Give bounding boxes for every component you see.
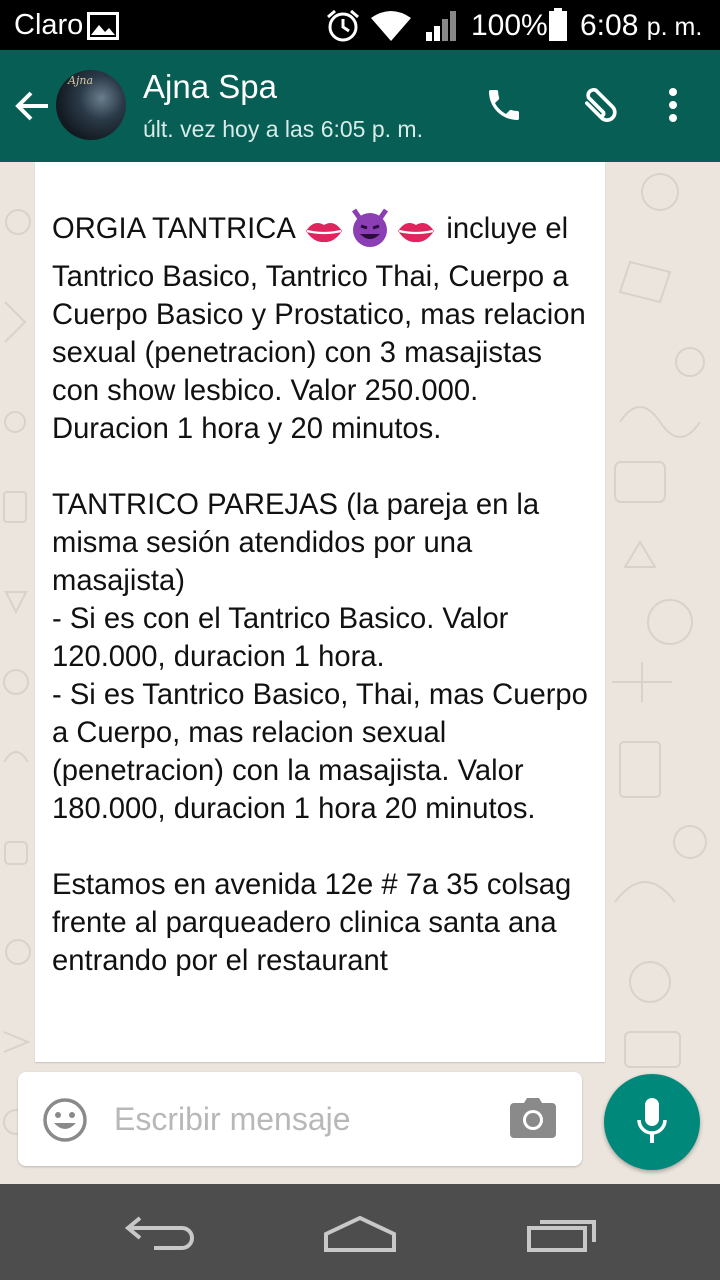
clock-suffix: p. m. xyxy=(646,13,703,41)
lips-emoji-icon xyxy=(304,216,344,254)
attach-icon[interactable] xyxy=(574,83,618,132)
status-bar xyxy=(0,0,720,50)
message-paragraph-3: Estamos en avenida 12e # 7a 35 colsag frente al parqueadero clinica santa ana entrando por el restaurant xyxy=(52,869,580,977)
message-paragraph-1: incluye el Tantrico Basico, Tantrico Thai, Cuerpo a Cuerpo Basico y Prostatico, mas relacion sexual (penetracion) con 3 masajistas con show lesbico. Valor 250.000. Duracion 1 hora y 20 minutos. xyxy=(52,213,594,445)
chat-header xyxy=(0,50,720,162)
smiling-devil-emoji-icon xyxy=(348,206,392,258)
wifi-icon xyxy=(370,10,412,47)
message-bubble[interactable] xyxy=(35,162,605,1062)
battery-percent: 100% xyxy=(471,9,548,42)
microphone-icon xyxy=(637,1098,667,1149)
signal-icon xyxy=(425,10,459,47)
chat-area[interactable] xyxy=(0,162,720,1184)
message-input[interactable]: Escribir mensaje xyxy=(114,1101,351,1137)
battery-icon xyxy=(548,8,568,47)
emoji-icon[interactable] xyxy=(42,1097,88,1148)
voice-record-button[interactable] xyxy=(604,1074,700,1170)
nav-home-icon[interactable] xyxy=(322,1214,398,1259)
contact-name[interactable]: Ajna Spa xyxy=(143,68,277,105)
contact-avatar[interactable] xyxy=(56,70,126,140)
back-arrow-icon[interactable] xyxy=(14,88,50,129)
camera-icon[interactable] xyxy=(510,1098,556,1143)
gallery-icon xyxy=(87,12,119,45)
message-composer[interactable] xyxy=(18,1072,582,1166)
nav-back-icon[interactable] xyxy=(124,1214,196,1259)
lips-emoji-icon xyxy=(396,216,436,254)
avatar-logo: Ajna xyxy=(68,74,93,87)
status-clock xyxy=(580,9,702,43)
alarm-icon xyxy=(325,8,361,49)
call-icon[interactable] xyxy=(484,85,524,130)
last-seen-status: últ. vez hoy a las 6:05 p. m. xyxy=(143,116,423,142)
menu-icon[interactable] xyxy=(667,87,679,128)
carrier-name: Claro xyxy=(14,9,84,41)
system-nav-bar xyxy=(0,1184,720,1280)
nav-recents-icon[interactable] xyxy=(526,1214,598,1259)
clock-time: 6:08 xyxy=(580,9,639,42)
message-text xyxy=(52,206,597,980)
message-paragraph-2: TANTRICO PAREJAS (la pareja en la misma sesión atendidos por una masajista) - Si es con el Tantrico Basico. Valor 120.000, duracion 1 hora. - Si es Tantrico Basico, Thai, mas Cuerpo a Cuerpo, mas relacion sexual (penetracion) con la masajista. Valor 180.000, duracion 1 hora 20 minutos. xyxy=(52,489,588,825)
message-heading: ORGIA TANTRICA xyxy=(52,213,295,245)
